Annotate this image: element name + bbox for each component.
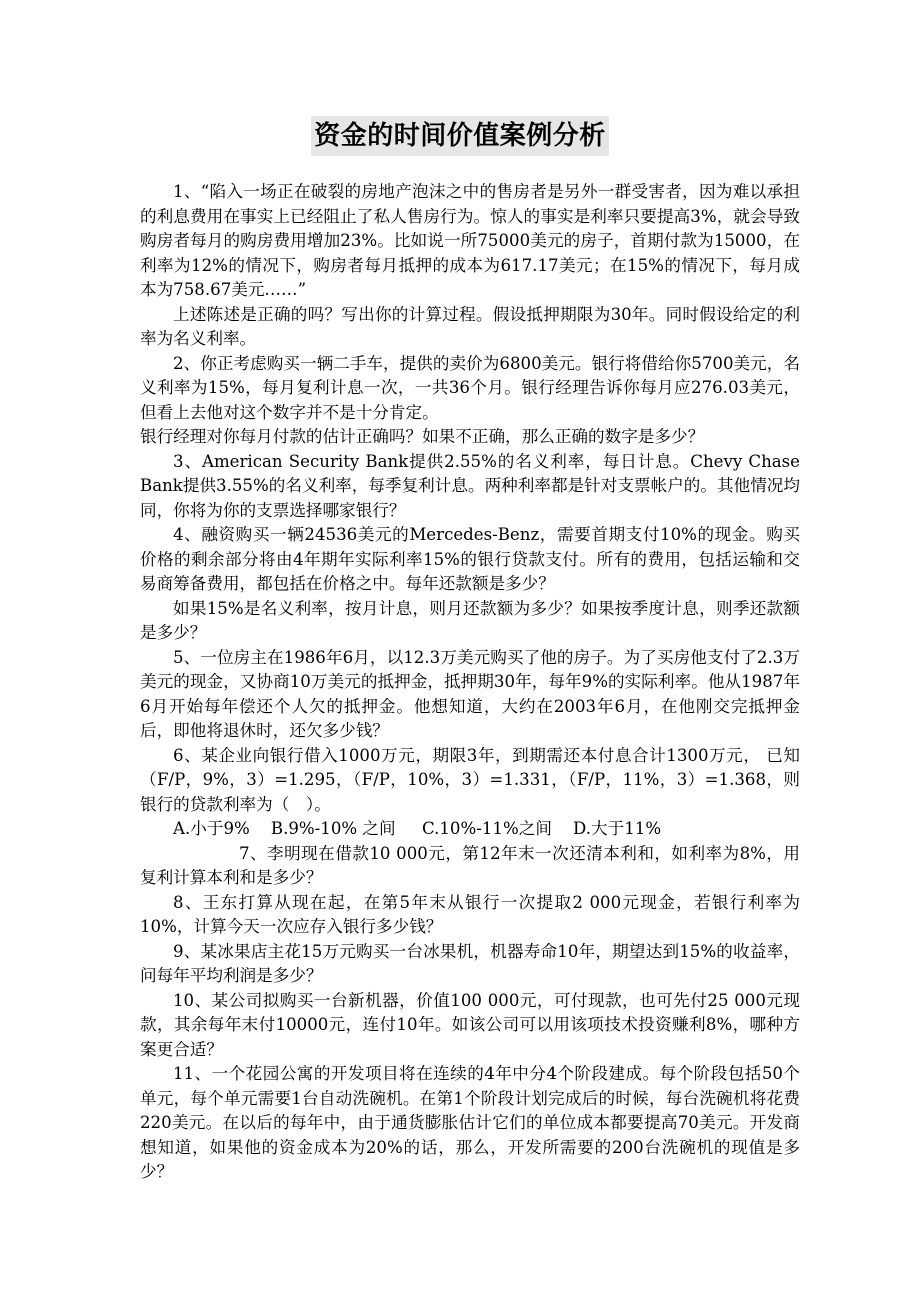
question-1: 1、“陷入一场正在破裂的房地产泡沫之中的售房者是另外一群受害者，因为难以承担的利息费用在事实上已经阻止了私人售房行为。惊人的事实是利率只要提高3%，就会导致购房者每月的购房费用增加23%。比如说一所75000美元的房子，首期付款为15000，在利率为12%的情况下，购房者每月抵押的成本为617.17美元；在15%的情况下，每月成本为758.67美元……” [140, 182, 800, 299]
question-11: 11、一个花园公寓的开发项目将在连续的4年中分4个阶段建成。每个阶段包括50个单元，每个单元需要1台自动洗碗机。在第1个阶段计划完成后的时候，每台洗碗机将花费220美元。在以后的每年中，由于通货膨胀估计它们的单位成本都要提高70美元。开发商想知道，如果他的资金成本为20%的话，那么，开发所需要的200台洗碗机的现值是多少？ [140, 1064, 800, 1181]
question-4-followup: 如果15%是名义利率，按月计息，则月还款额为多少？如果按季度计息，则季还款额是多少？ [140, 598, 800, 642]
question-5: 5、一位房主在1986年6月，以12.3万美元购买了他的房子。为了买房他支付了2.3万美元的现金，又协商10万美元的抵押金，抵押期30年，每年9%的实际利率。他从1987年6月开始每年偿还个人欠的抵押金。他想知道，大约在2003年6月，在他刚交完抵押金后，即他将退休时，还欠多少钱？ [140, 647, 800, 740]
question-2: 2、你正考虑购买一辆二手车，提供的卖价为6800美元。银行将借给你5700美元，名义利率为15%，每月复利计息一次，一共36个月。银行经理告诉你每月应276.03美元，但看上去他对这个数字并不是十分肯定。 [140, 353, 800, 422]
document-body [140, 180, 800, 1185]
question-8: 8、王东打算从现在起，在第5年末从银行一次提取2 000元现金，若银行利率为10%，计算今天一次应存入银行多少钱？ [140, 892, 800, 936]
question-9: 9、某冰果店主花15万元购买一台冰果机，机器寿命10年，期望达到15%的收益率，问每年平均利润是多少？ [140, 941, 800, 985]
question-4: 4、融资购买一辆24536美元的Mercedes-Benz，需要首期支付10%的现金。购买价格的剩余部分将由4年期年实际利率15%的银行贷款支付。所有的费用，包括运输和交易商筹备费用，都包括在价格之中。每年还款额是多少？ [140, 525, 800, 593]
question-6-choices: A.小于9% B.9%-10% 之间 C.10%-11%之间 D.大于11% [173, 819, 662, 838]
question-2-followup: 银行经理对你每月付款的估计正确吗？如果不正确，那么正确的数字是多少？ [140, 427, 705, 446]
question-7: 7、李明现在借款10 000元，第12年末一次还清本利和，如利率为8%，用复利计算本利和是多少？ [140, 843, 800, 887]
question-1-followup: 上述陈述是正确的吗？写出你的计算过程。假设抵押期限为30年。同时假设给定的利率为名义利率。 [140, 304, 800, 348]
question-10: 10、某公司拟购买一台新机器，价值100 000元，可付现款，也可先付25 000元现款，其余每年末付10000元，连付10年。如该公司可以用该项技术投资赚利8%，哪种方案更合适？ [140, 990, 800, 1059]
question-6: 6、某企业向银行借入1000万元，期限3年，到期需还本付息合计1300万元， 已知（F/P，9%，3）=1.295，（F/P，10%，3）=1.331，（F/P，11%，3）=1.368，则银行的贷款利率为（ ）。 [140, 745, 800, 814]
question-3: 3、American Security Bank提供2.55%的名义利率，每日计息。Chevy Chase Bank提供3.55%的名义利率，每季复利计息。两种利率都是针对支票帐户的。其他情况均同，你将为你的支票选择哪家银行？ [140, 451, 800, 520]
page-title: 资金的时间价值案例分析 [311, 116, 609, 156]
title-wrap [0, 116, 920, 156]
